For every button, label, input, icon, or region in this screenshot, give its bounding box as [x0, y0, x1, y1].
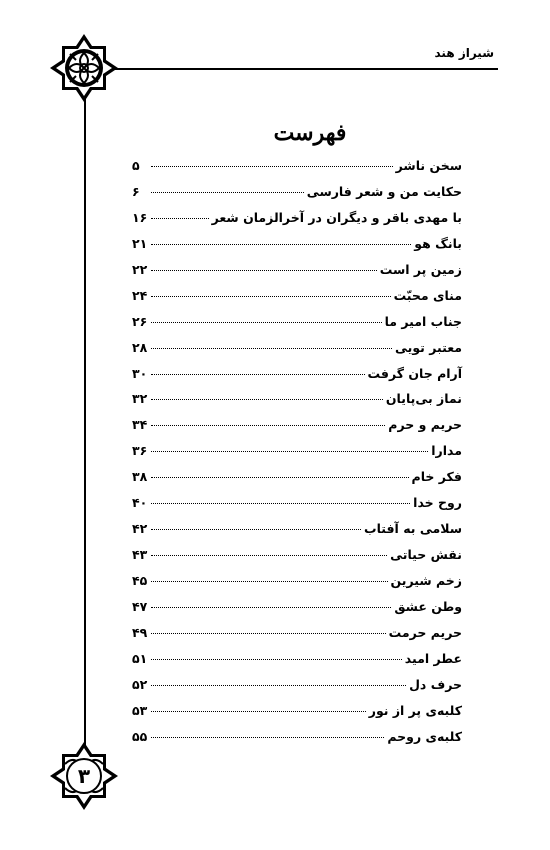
toc-entry-title: سخن ناشر	[395, 158, 462, 173]
toc-entry	[132, 542, 462, 568]
toc-entry-page: ۳۶	[132, 443, 148, 459]
toc-entry-page: ۴۰	[132, 495, 148, 511]
dot-leader	[151, 633, 386, 634]
dot-leader	[151, 348, 392, 349]
dot-leader	[151, 296, 391, 297]
toc-entry-page: ۵	[132, 158, 140, 173]
dot-leader	[151, 711, 366, 712]
dot-leader	[151, 581, 388, 582]
toc-entry-page: ۳۸	[132, 469, 148, 485]
toc-entry	[132, 646, 462, 672]
dot-leader	[151, 192, 304, 193]
dot-leader	[151, 374, 365, 375]
toc-entry	[132, 438, 462, 464]
toc-entry-page: ۴۷	[132, 598, 148, 614]
toc-entry-title: منای محبّت	[393, 287, 462, 303]
dot-leader	[151, 218, 209, 219]
dot-leader	[151, 737, 384, 738]
toc-entry-title: کلبه‌ی روحم	[387, 728, 462, 744]
toc-entry-page: ۵۲	[132, 676, 148, 692]
toc-entry-title: وطن عشق	[394, 598, 462, 614]
dot-leader	[151, 322, 382, 323]
toc-entry-title: حرف دل	[409, 676, 462, 692]
toc-entry	[132, 309, 462, 335]
toc-entry	[132, 153, 462, 179]
toc-entry-title: زخم شیرین	[390, 573, 462, 588]
running-header-title: شیراز هند	[434, 46, 494, 60]
toc-entry	[132, 335, 462, 361]
toc-entry-page: ۳۰	[132, 365, 148, 381]
toc-entry-title: نقش حیاتی	[390, 547, 462, 563]
dot-leader	[151, 555, 387, 556]
page-title: فهرست	[273, 120, 347, 146]
toc-entry-page: ۲۱	[132, 235, 148, 251]
toc-entry	[132, 464, 462, 490]
dot-leader	[151, 477, 409, 478]
toc-entry	[132, 283, 462, 309]
toc-entry	[132, 257, 462, 283]
dot-leader	[151, 685, 406, 686]
toc-entry-title: مدارا	[431, 443, 462, 459]
toc-entry	[132, 568, 462, 594]
toc-entry	[132, 516, 462, 542]
toc-entry-page: ۲۶	[132, 313, 148, 329]
toc-entry-page: ۴۲	[132, 521, 148, 537]
toc-entry-page: ۲۸	[132, 339, 148, 355]
toc-entry-page: ۵۱	[132, 650, 148, 666]
page-number: ۳	[77, 764, 91, 788]
toc-entry-title: حریم حرمت	[388, 624, 462, 640]
table-of-contents	[132, 153, 462, 750]
toc-entry-page: ۴۳	[132, 547, 148, 563]
toc-entry-title: کلبه‌ی پر از نور	[368, 702, 462, 718]
toc-entry	[132, 386, 462, 412]
toc-entry-page: ۳۴	[132, 417, 148, 433]
toc-entry-title: حریم و حرم	[388, 417, 462, 433]
toc-entry-title: فکر خام	[411, 469, 462, 485]
toc-entry-page: ۲۴	[132, 287, 148, 303]
toc-entry-page: ۵۵	[132, 728, 148, 744]
toc-entry-title: معتبر تویی	[395, 339, 462, 355]
dot-leader	[151, 399, 383, 400]
margin-rule	[84, 68, 86, 776]
dot-leader	[151, 503, 410, 504]
dot-leader	[151, 244, 411, 245]
toc-entry-title: سلامی به آفتاب	[364, 521, 462, 537]
arabesque-ornament-icon	[48, 32, 120, 104]
toc-entry-page: ۴۵	[132, 573, 148, 588]
dot-leader	[151, 270, 377, 271]
toc-entry-title: حکایت من و شعر فارسی	[306, 183, 462, 199]
toc-entry-title: آرام جان گرفت	[367, 365, 462, 381]
toc-entry	[132, 231, 462, 257]
toc-entry	[132, 490, 462, 516]
toc-entry	[132, 412, 462, 438]
dot-leader	[151, 529, 361, 530]
toc-entry	[132, 672, 462, 698]
toc-entry	[132, 724, 462, 750]
toc-entry-title: با مهدی باقر و دیگران در آخرالزمان شعر	[211, 209, 462, 225]
toc-entry	[132, 361, 462, 387]
toc-entry-title: عطر امید	[404, 650, 462, 666]
dot-leader	[151, 425, 385, 426]
toc-entry-title: زمین پر است	[379, 261, 462, 277]
toc-entry	[132, 179, 462, 205]
toc-entry-page: ۲۲	[132, 261, 148, 277]
toc-entry-page: ۵۳	[132, 702, 148, 718]
toc-entry	[132, 698, 462, 724]
toc-entry	[132, 620, 462, 646]
dot-leader	[151, 166, 393, 167]
toc-entry-title: نماز بی‌پایان	[385, 391, 462, 407]
dot-leader	[151, 659, 402, 660]
toc-entry-page: ۱۶	[132, 209, 148, 225]
dot-leader	[151, 451, 428, 452]
toc-entry-title: روح خدا	[413, 495, 462, 511]
dot-leader	[151, 607, 391, 608]
toc-entry-title: بانگ هو	[414, 235, 462, 251]
toc-entry	[132, 594, 462, 620]
toc-entry-page: ۴۹	[132, 624, 148, 640]
toc-entry-page: ۳۲	[132, 391, 148, 407]
header-rule	[84, 68, 498, 70]
toc-entry-page: ۶	[132, 183, 140, 199]
toc-entry-title: جناب امیر ما	[384, 313, 462, 329]
toc-entry	[132, 205, 462, 231]
